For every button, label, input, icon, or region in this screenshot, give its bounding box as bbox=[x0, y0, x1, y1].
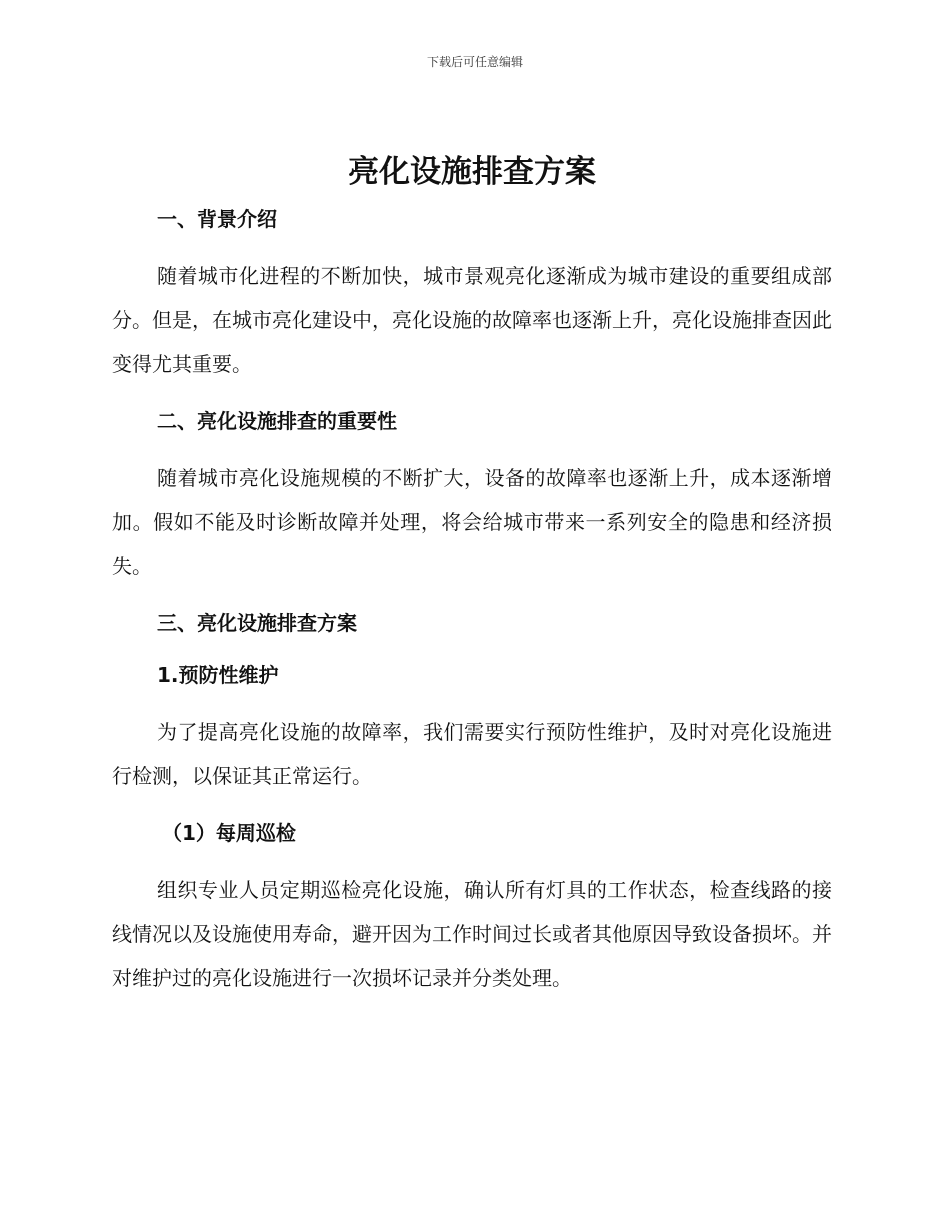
document-body bbox=[112, 150, 832, 1000]
section-paragraph-background: 随着城市化进程的不断加快，城市景观亮化逐渐成为城市建设的重要组成部分。但是，在城市亮化建设中，亮化设施的故障率也逐渐上升，亮化设施排查因此变得尤其重要。 bbox=[112, 264, 832, 376]
section-heading-importance: 二、亮化设施排查的重要性 bbox=[157, 409, 397, 433]
section-heading-background: 一、背景介绍 bbox=[157, 207, 277, 231]
subsection-heading-preventive-maintenance: 1.预防性维护 bbox=[157, 663, 279, 687]
subsection-paragraph-preventive-maintenance: 为了提高亮化设施的故障率，我们需要实行预防性维护，及时对亮化设施进行检测，以保证其正常运行。 bbox=[112, 720, 832, 788]
section-paragraph-importance: 随着城市亮化设施规模的不断扩大，设备的故障率也逐渐上升，成本逐渐增加。假如不能及时诊断故障并处理，将会给城市带来一系列安全的隐患和经济损失。 bbox=[112, 466, 832, 578]
subsubsection-paragraph-weekly-inspection: 组织专业人员定期巡检亮化设施，确认所有灯具的工作状态，检查线路的接线情况以及设施使用寿命，避开因为工作时间过长或者其他原因导致设备损坏。并对维护过的亮化设施进行一次损坏记录并分类处理。 bbox=[112, 878, 832, 990]
header-note: 下载后可任意编辑 bbox=[426, 55, 523, 69]
document-title: 亮化设施排查方案 bbox=[348, 154, 596, 190]
subsubsection-heading-weekly-inspection: （1）每周巡检 bbox=[162, 821, 296, 845]
section-heading-plan: 三、亮化设施排查方案 bbox=[157, 611, 357, 635]
